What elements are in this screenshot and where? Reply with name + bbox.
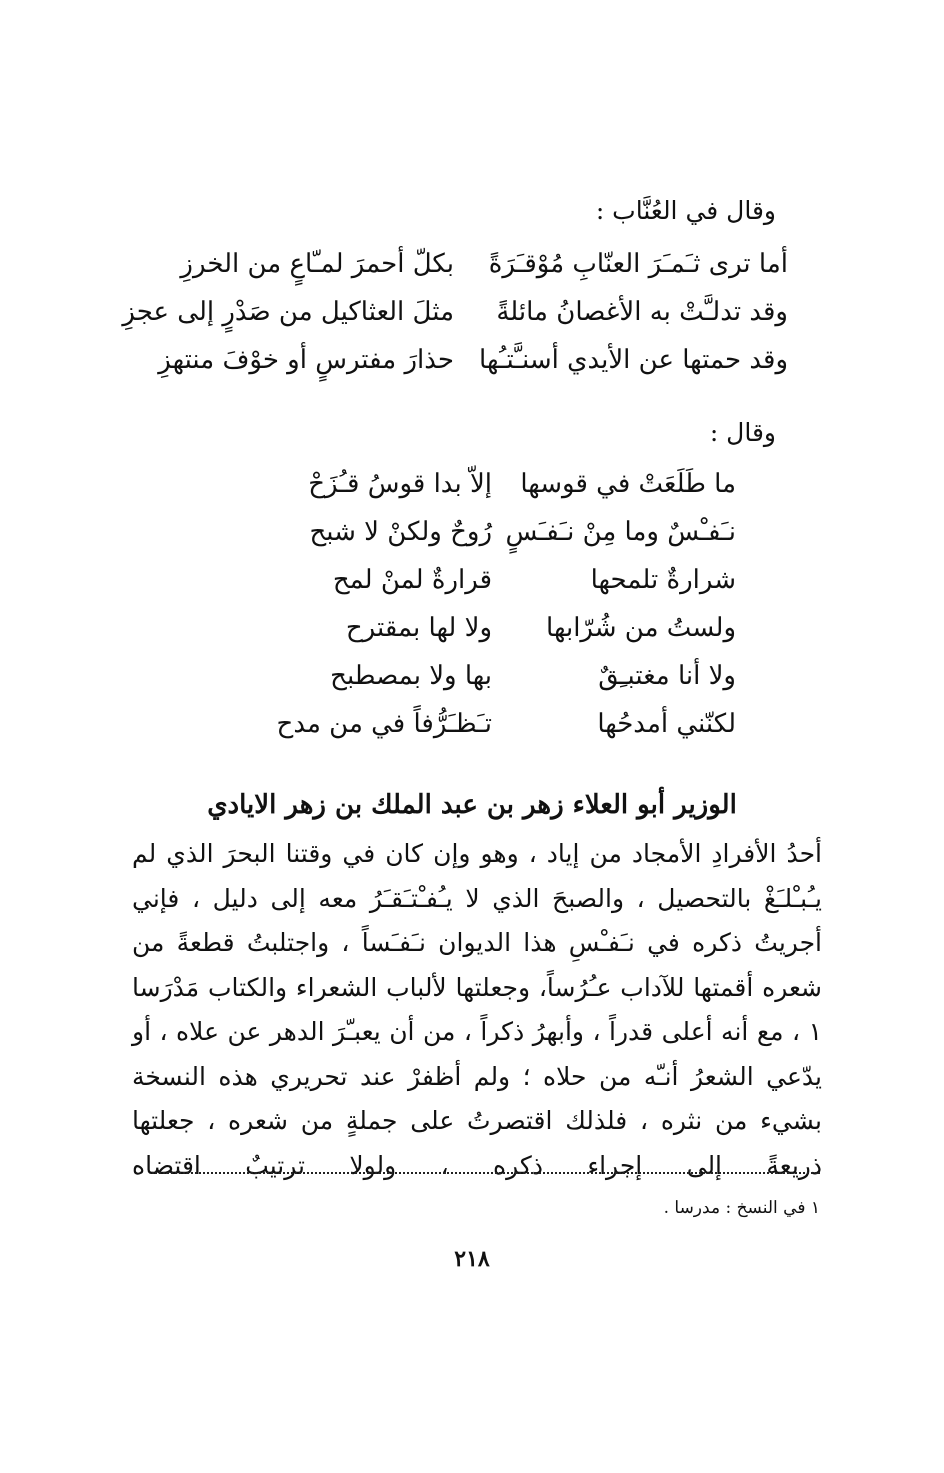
hemistich-first: لكنّني أمدحُها xyxy=(597,709,736,739)
hemistich-second: قرارةٌ لمنْ لمح xyxy=(332,565,492,595)
hemistich-second: مثلَ العثاكيل من صَدْرٍ إلى عجزِ xyxy=(122,297,454,327)
hemistich-second: بها ولا بمصطبح xyxy=(330,661,492,691)
couplet xyxy=(216,560,736,600)
hemistich-second: تـَظـَرُّفاً في من مدح xyxy=(276,709,492,739)
couplet xyxy=(122,292,788,332)
couplet xyxy=(216,608,736,648)
hemistich-second: حذارَ مفترسٍ أو خوْفَ منتهزِ xyxy=(158,345,454,375)
couplet xyxy=(148,340,788,380)
page-number: ٢١٨ xyxy=(454,1246,490,1272)
couplet xyxy=(216,656,736,696)
hemistich-first: ولستُ من شُرّابها xyxy=(546,613,736,643)
hemistich-second: بكلّ أحمرَ لمـّاعٍ من الخرزِ xyxy=(180,249,454,279)
couplet xyxy=(148,244,788,284)
section-heading: الوزير أبو العلاء زهر بن عبد الملك بن زهر الايادي xyxy=(207,790,737,820)
hemistich-first: أما ترى ثـَمـَرَ العنّابِ مُوْقـَرَةً xyxy=(488,249,788,279)
hemistich-second: رُوحٌ ولكنْ لا شبح xyxy=(309,517,492,547)
hemistich-second: ولا لها بمقترح xyxy=(345,613,492,643)
hemistich-first: نـَفـْسٌ وما مِنْ نـَفـَسٍ xyxy=(505,517,736,547)
hemistich-first: ما طَلَعَتْ في قوسها xyxy=(520,469,736,499)
hemistich-second: إلاّ بدا قوسُ قـُزَحْ xyxy=(308,469,492,499)
hemistich-first: وقد تدلـَّتْ به الأغصانُ مائلةً xyxy=(496,297,788,327)
intro-line-1: وقال في العُنَّاب : xyxy=(595,196,776,225)
hemistich-first: وقد حمتها عن الأيدي أسنـَّتـُها xyxy=(479,345,788,375)
prose-text: أحدُ الأفرادِ الأمجاد من إياد ، وهو وإن كان في وقتنا البحرَ الذي لم يـُبـْلـَغْ بالتحصيل ، والصبحَ الذي لا يـُفـْتـَقـَرُ معه إلى دليل ، فإني أجريتُ ذكره في نـَفـْسِ هذا الديوان نـَفـَساً ، واجتلبتُ قطعةً من شعره أقمتها للآداب عـُرُساً، وجعلتها لألباب الشعراء والكتاب مَدْرَسا ١ ، مع أنه أعلى قدراً ، وأبهرُ ذكراً ، من أن يعبـّرَ الدهر عن علاه ، أو يدّعي الشعرُ أنـّه من حلاه ؛ ولم أظفرْ عند تحريري هذه النسخة بشيء من نثره ، فلذلك اقتصرتُ على جملةٍ من شعره ، جعلتها ذريعةً إلى إجراء ذكره ، ولولا ترتيبٌ اقتضاه xyxy=(132,839,822,1180)
footnote: ١ في النسخ : مدرسا . xyxy=(663,1198,820,1218)
hemistich-first: شرارةٌ تلمحها xyxy=(590,565,736,595)
couplet xyxy=(216,512,736,552)
couplet xyxy=(216,704,736,744)
couplet xyxy=(216,464,736,504)
hemistich-first: ولا أنا مغتبـِقٌ xyxy=(598,661,736,691)
prose-paragraph xyxy=(132,832,822,1188)
intro-line-2: وقال : xyxy=(709,418,776,447)
footnote-divider xyxy=(152,1172,820,1174)
